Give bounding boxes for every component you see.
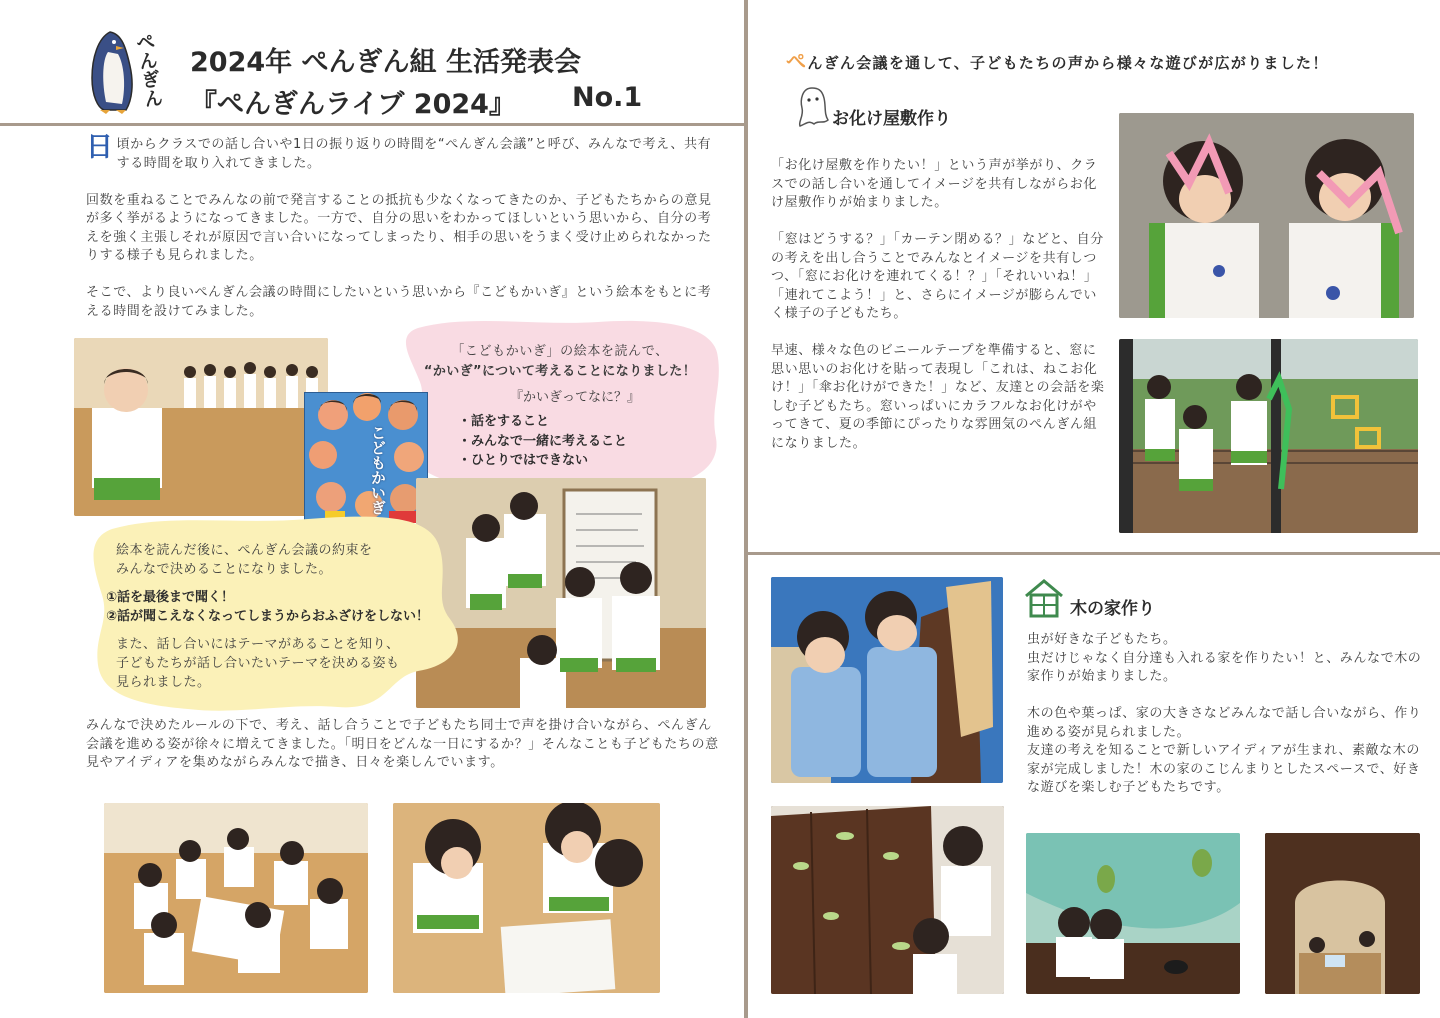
- pink-callout-line2: “かいぎ”について考えることになりました！: [423, 364, 697, 379]
- tree-para2: 木の色や葉っぱ、家の大きさなどみんなで話し合いながら、作り進める姿が見られました。: [1027, 706, 1422, 740]
- yellow-line5: 見られました。: [116, 675, 211, 690]
- pink-callout: [400, 342, 720, 408]
- yellow-line3: また、話し合いにはテーマがあることを知り、: [116, 637, 400, 652]
- photo-painting: [771, 577, 1003, 783]
- issue-number: No.1: [572, 82, 643, 113]
- right-lead: [786, 45, 1329, 74]
- photo-tree-wall: [771, 806, 1004, 994]
- right-lead-rest: んぎん会議を通して、子どもたちの声から様々な遊びが広がりました！: [807, 54, 1329, 72]
- right-lead-first: ぺ: [786, 49, 808, 73]
- tree-text: [1027, 631, 1423, 798]
- tree-para1-line2: 虫だけじゃなく自分達も入れる家を作りたい！と、みんなで木の家作りが始まりました。: [1027, 650, 1422, 684]
- header-divider: [0, 123, 744, 126]
- ghost-para1: 「お化け屋敷を作りたい！」という声が挙がり、クラスでの話し合いを通してイメージを共有しながらお化け屋敷作りが始まりました。: [771, 158, 1098, 210]
- ghost-para2: 「窓はどうする？」「カーテン閉める？」などと、自分の考えを出し合うことでみんなとイメージを共有しつつ、「窓にお化けを連れてくる！？」「それいいね！」「連れてこよう！」と、さらにイメージが膨らんでいく様子の子どもたち。: [771, 232, 1104, 321]
- book-cover: [304, 392, 428, 522]
- ghost-para3: 早速、様々な色のビニールテープを準備すると、窓に思い思いのお化けを貼って表現し「これは、ねこお化け！」「傘お化けができた！」など、友達との会話を楽しむ子どもたち。窓いっぱいにカラフルなお化けがやってきて、夏の季節にぴったりな雰囲気のぺんぎん組になりました。: [771, 343, 1105, 451]
- photo-inside-tree: [1026, 833, 1240, 994]
- vertical-divider: [744, 0, 748, 1018]
- pink-bullets: [458, 412, 627, 471]
- logo-text: ぺんぎん: [131, 30, 165, 110]
- photo-tree-door: [1265, 833, 1420, 994]
- yellow-line4: 子どもたちが話し合いたいテーマを決める姿も: [116, 656, 400, 671]
- photo-window-kids: [1119, 113, 1414, 318]
- book-title: こどもかいぎ: [369, 425, 387, 515]
- dropcap: 日: [86, 132, 114, 163]
- photo-balcony: [1119, 339, 1418, 533]
- intro-para1: 頃からクラスでの話し合いや1日の振り返りの時間を“ぺんぎん会議”と呼び、みんなで考え、共有する時間を取り入れてきました。: [116, 137, 712, 171]
- yellow-callout: [116, 541, 476, 579]
- closing-para: みんなで決めたルールの下で、考え、話し合うことで子どもたち同士で声を掛け合いながら、ぺんぎん会議を進める姿が徐々に増えてきました。「明日をどんな一日にするか？」そんなことも子どもたちの意見やアイディアを集めながらみんなで描き、日々を楽しんでいます。: [86, 718, 719, 770]
- pink-bullet-1: ・話をすること: [458, 414, 550, 429]
- pink-bullet-3: ・ひとりではできない: [458, 453, 589, 468]
- photo-drawing: [393, 803, 660, 993]
- tree-heading: 木の家作り: [1070, 599, 1155, 619]
- ghost-heading: お化け屋敷作り: [832, 109, 951, 129]
- house-icon: [1024, 578, 1064, 618]
- pink-callout-question: 『かいぎってなに？』: [509, 390, 640, 405]
- yellow-callout-bottom: [116, 635, 476, 692]
- page-title-line1: 2024年 ぺんぎん組 生活発表会: [190, 47, 581, 78]
- section-divider: [748, 552, 1440, 555]
- penguin-logo: [80, 26, 176, 116]
- page-title-line2: 『ぺんぎんライブ 2024』: [190, 89, 516, 120]
- pink-bullet-2: ・みんなで一緒に考えること: [458, 433, 628, 449]
- tree-para3: 友達の考えを知ることで新しいアイディアが生まれ、素敵な木の家が完成しました！木の家のこじんまりとしたスペースで、好きな遊びを楽しむ子どもたちです。: [1027, 743, 1421, 795]
- yellow-rule1: ①話を最後まで聞く！: [106, 590, 235, 605]
- intro-text: [86, 132, 720, 321]
- closing-text: [86, 717, 720, 773]
- yellow-rules: [106, 588, 476, 626]
- yellow-line2: みんなで決めることになりました。: [116, 562, 333, 577]
- ghost-text: [771, 157, 1105, 453]
- intro-para2: 回数を重ねることでみんなの前で発言することの抵抗も少なくなってきたのか、子どもたちからの意見が多く挙がるようになってきました。一方で、自分の思いをわかってほしいという思いから、自分の考えを強く主張しそれが原因で言い合いになってしまったり、相手の思いをうまく受け止められなかったりする様子も見られました。: [86, 192, 712, 263]
- yellow-rule2: ②話が聞こえなくなってしまうからおふざけをしない！: [106, 609, 430, 624]
- photo-circle-floor: [104, 803, 368, 993]
- photo-class-circle: [74, 338, 328, 516]
- intro-para3: そこで、より良いぺんぎん会議の時間にしたいという思いから『こどもかいぎ』という絵本をもとに考える時間を設けてみました。: [86, 285, 712, 319]
- yellow-line1: 絵本を読んだ後に、ぺんぎん会議の約束を: [116, 543, 373, 558]
- tree-para1-line1: 虫が好きな子どもたち。: [1027, 632, 1177, 647]
- ghost-icon: [796, 84, 830, 128]
- pink-callout-line1: 「こどもかいぎ」の絵本を読んで、: [451, 344, 669, 359]
